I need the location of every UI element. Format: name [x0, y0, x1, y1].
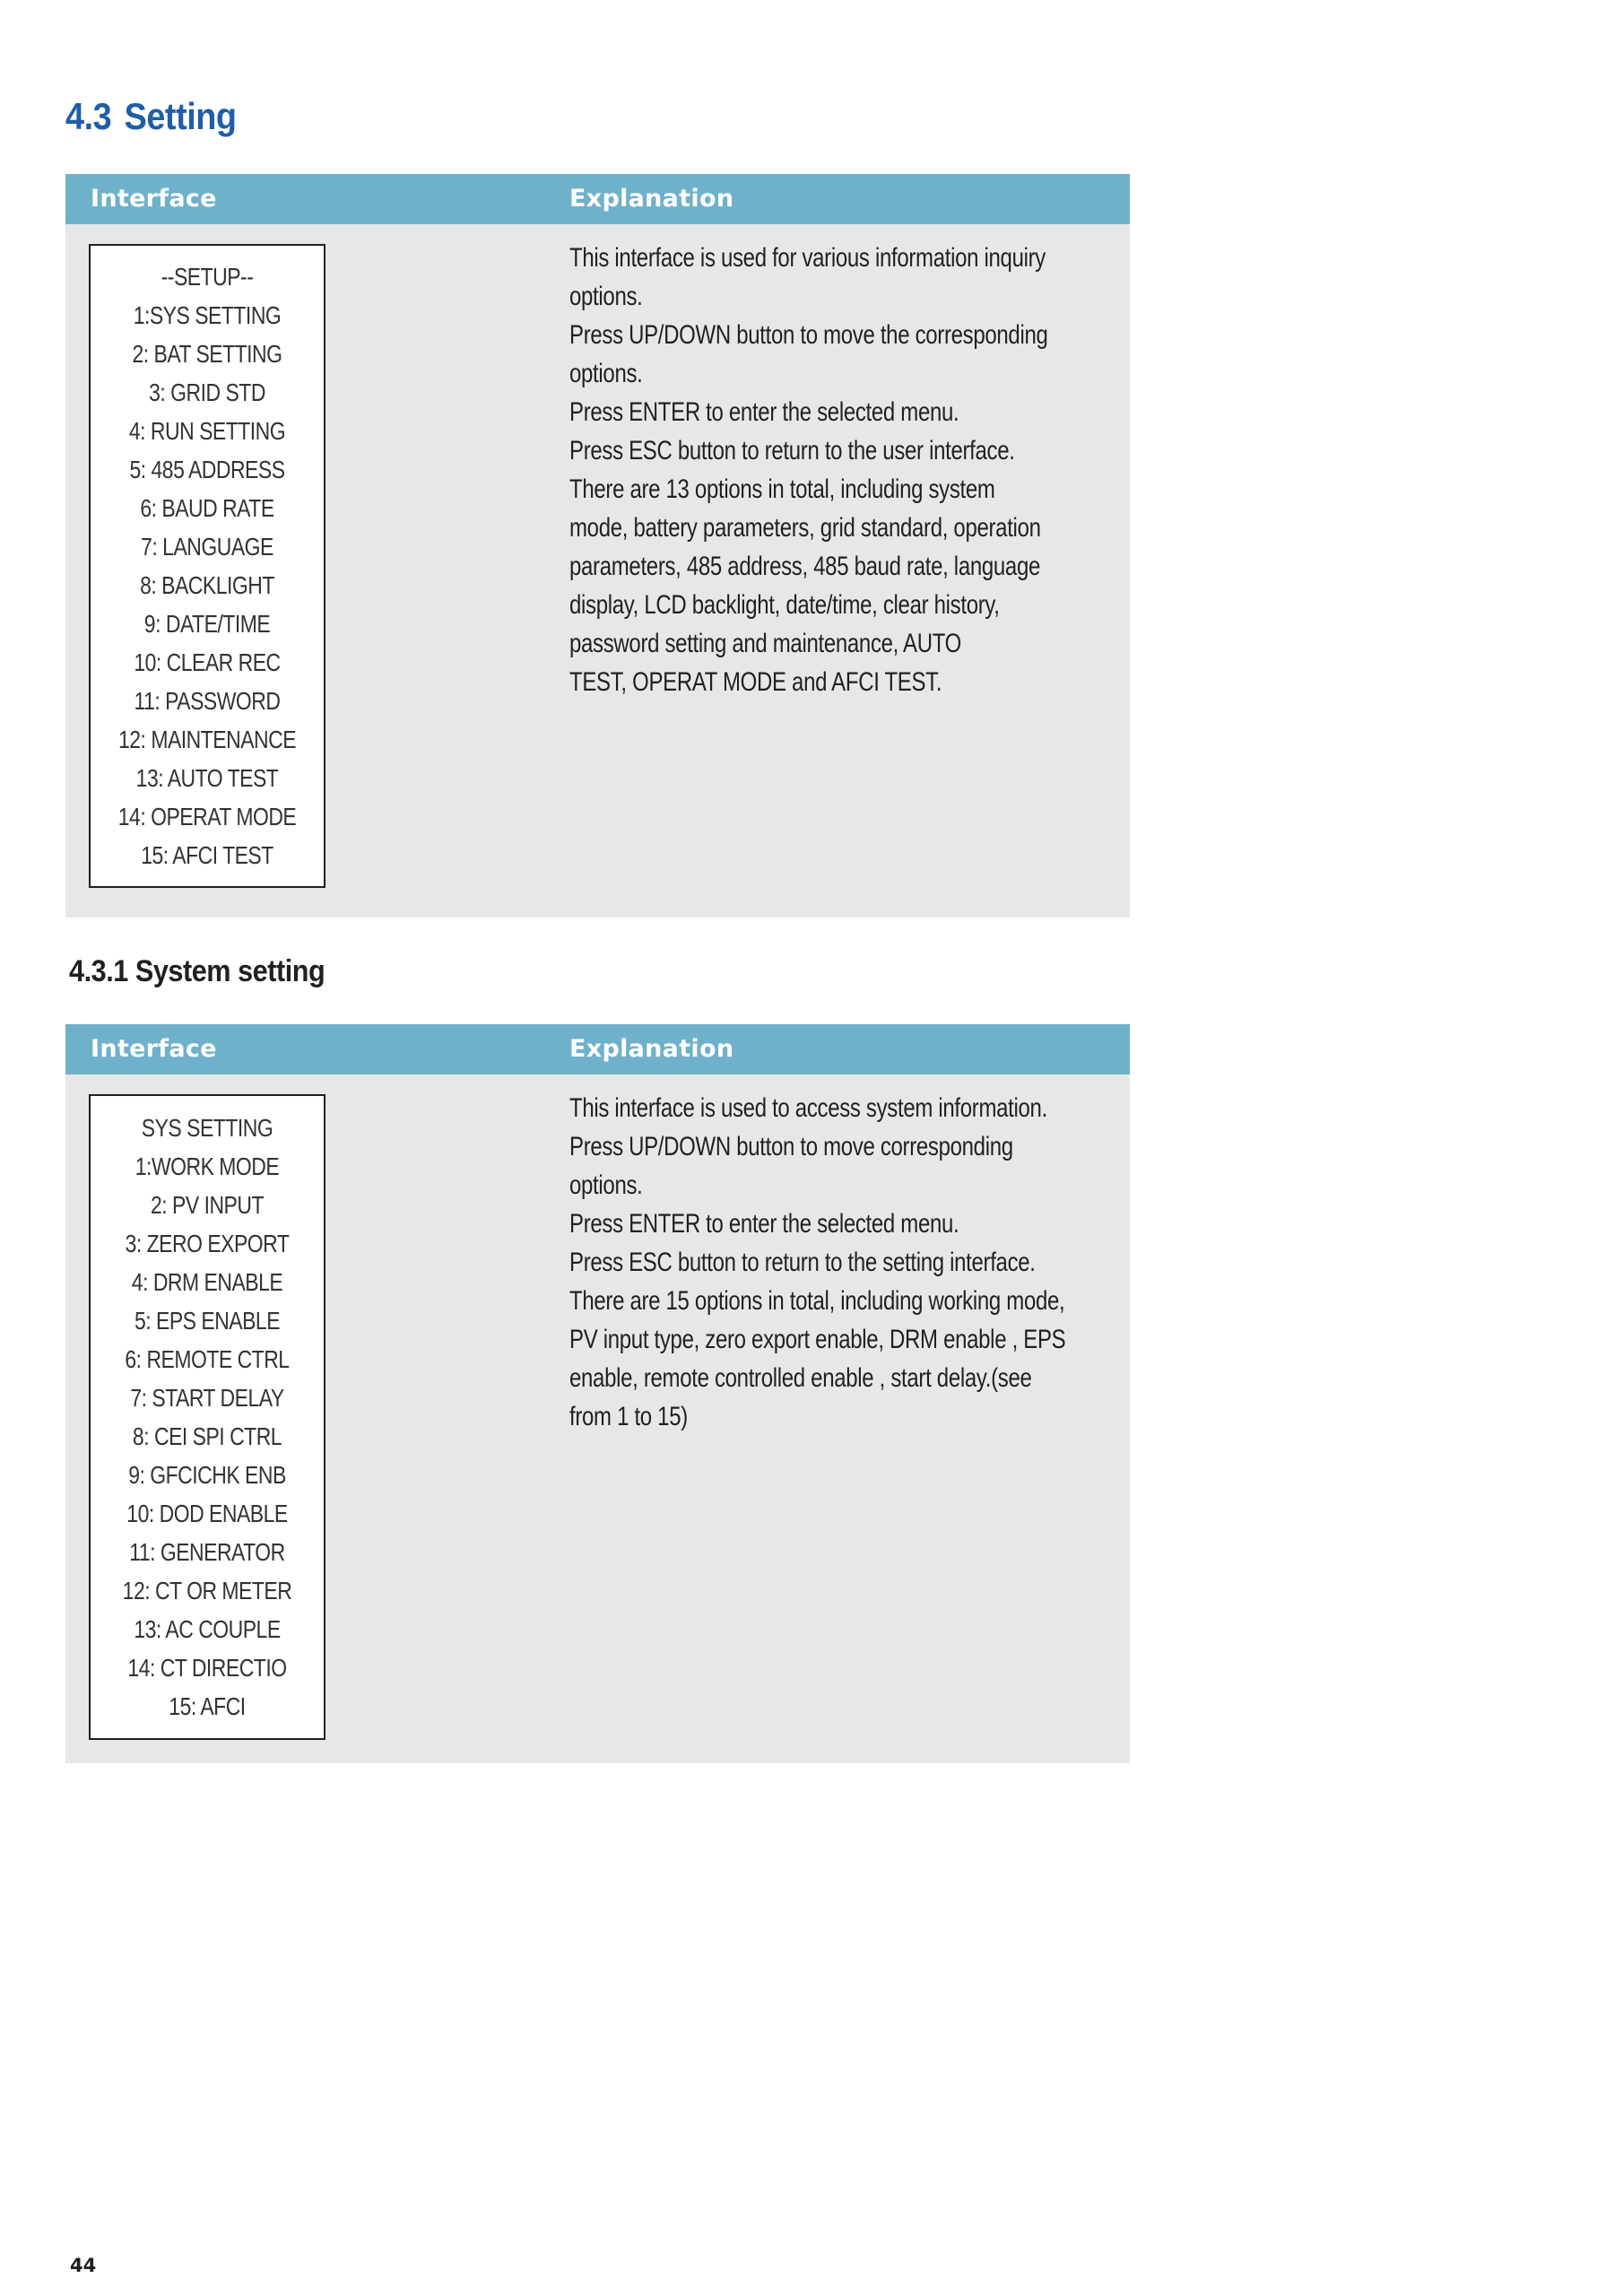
lcd-menu-line: 10: DOD ENABLE [126, 1500, 288, 1527]
lcd-menu-line: 7: START DELAY [130, 1384, 284, 1412]
lcd-menu-line: 7: LANGUAGE [141, 533, 273, 561]
explanation-text [569, 239, 1143, 701]
lcd-menu-line: 15: AFCI TEST [141, 841, 273, 869]
lcd-menu-line: 6: BAUD RATE [140, 494, 274, 522]
explanation-line: Press UP/DOWN button to move the corresponding [569, 320, 1048, 350]
explanation-line: There are 15 options in total, including working mode, [569, 1286, 1065, 1316]
explanation-line: password setting and maintenance, AUTO [569, 629, 961, 658]
explanation-line: display, LCD backlight, date/time, clear history, [569, 590, 1000, 620]
lcd-menu-line: 12: MAINTENANCE [117, 726, 297, 753]
lcd-menu-line: 4: RUN SETTING [128, 417, 286, 445]
lcd-menu-line: 5: EPS ENABLE [134, 1307, 281, 1335]
lcd-menu-line: 13: AUTO TEST [135, 764, 279, 792]
explanation-line: Press ENTER to enter the selected menu. [569, 397, 959, 427]
system-setting-table [65, 1024, 1130, 1763]
explanation-line: Press ESC button to return to the user interface. [569, 436, 1015, 465]
table-header [65, 1024, 1130, 1074]
lcd-menu-line: 9: DATE/TIME [143, 610, 271, 638]
table-header [65, 174, 1130, 224]
header-explanation: Explanation [569, 1035, 734, 1063]
lcd-menu-line: 13: AC COUPLE [134, 1615, 281, 1643]
page-number: 44 [70, 2255, 97, 2276]
lcd-menu-line: --SETUP-- [161, 263, 254, 291]
explanation-line: from 1 to 15) [569, 1402, 688, 1431]
header-interface: Interface [91, 185, 217, 213]
lcd-menu-line: 11: PASSWORD [134, 687, 281, 715]
lcd-screen-sys-setting-menu [89, 1094, 325, 1740]
lcd-screen-setup-menu [89, 244, 325, 888]
lcd-menu-line: 4: DRM ENABLE [131, 1268, 283, 1296]
explanation-line: options. [569, 359, 643, 388]
explanation-line: Press ESC button to return to the setting interface. [569, 1248, 1036, 1277]
explanation-line: TEST, OPERAT MODE and AFCI TEST. [569, 667, 942, 697]
explanation-line: options. [569, 1170, 643, 1200]
lcd-menu-line: 1:WORK MODE [135, 1152, 280, 1180]
setup-table [65, 174, 1130, 918]
explanation-line: enable, remote controlled enable , start delay.(see [569, 1363, 1032, 1393]
explanation-line: There are 13 options in total, including system [569, 474, 995, 504]
lcd-menu-line: 14: CT DIRECTIO [127, 1654, 287, 1682]
section-number: 4.3 [65, 95, 112, 137]
section-title [65, 95, 237, 138]
explanation-text [569, 1089, 1143, 1436]
lcd-menu-line: 5: 485 ADDRESS [129, 456, 285, 483]
lcd-menu-line: 14: OPERAT MODE [117, 803, 297, 831]
header-interface: Interface [91, 1035, 217, 1063]
lcd-menu-line: 6: REMOTE CTRL [125, 1345, 290, 1373]
explanation-line: mode, battery parameters, grid standard, operation [569, 513, 1041, 543]
lcd-menu-line: 3: ZERO EXPORT [125, 1230, 290, 1257]
explanation-line: options. [569, 282, 643, 311]
lcd-menu-line: SYS SETTING [141, 1114, 273, 1142]
lcd-menu-line: 15: AFCI [169, 1692, 246, 1720]
explanation-line: PV input type, zero export enable, DRM enable , EPS [569, 1325, 1066, 1354]
lcd-menu-line: 12: CT OR METER [122, 1577, 292, 1605]
lcd-menu-line: 2: PV INPUT [150, 1191, 264, 1219]
lcd-menu-line: 10: CLEAR REC [134, 648, 281, 676]
explanation-line: Press ENTER to enter the selected menu. [569, 1209, 959, 1239]
header-explanation: Explanation [569, 185, 734, 213]
lcd-menu-line: 3: GRID STD [149, 378, 265, 406]
lcd-menu-line: 8: BACKLIGHT [140, 571, 274, 599]
explanation-line: This interface is used to access system information. [569, 1093, 1047, 1123]
subsection-title: 4.3.1 System setting [69, 954, 325, 988]
explanation-line: parameters, 485 address, 485 baud rate, language [569, 552, 1041, 581]
lcd-menu-line: 11: GENERATOR [129, 1538, 285, 1566]
lcd-menu-line: 1:SYS SETTING [133, 301, 282, 329]
explanation-line: Press UP/DOWN button to move corresponding [569, 1132, 1013, 1161]
section-title-text: Setting [124, 95, 237, 137]
explanation-line: This interface is used for various information inquiry [569, 243, 1046, 273]
lcd-menu-line: 9: GFCICHK ENB [128, 1461, 286, 1489]
lcd-menu-line: 2: BAT SETTING [132, 340, 282, 368]
lcd-menu-line: 8: CEI SPI CTRL [132, 1422, 282, 1450]
